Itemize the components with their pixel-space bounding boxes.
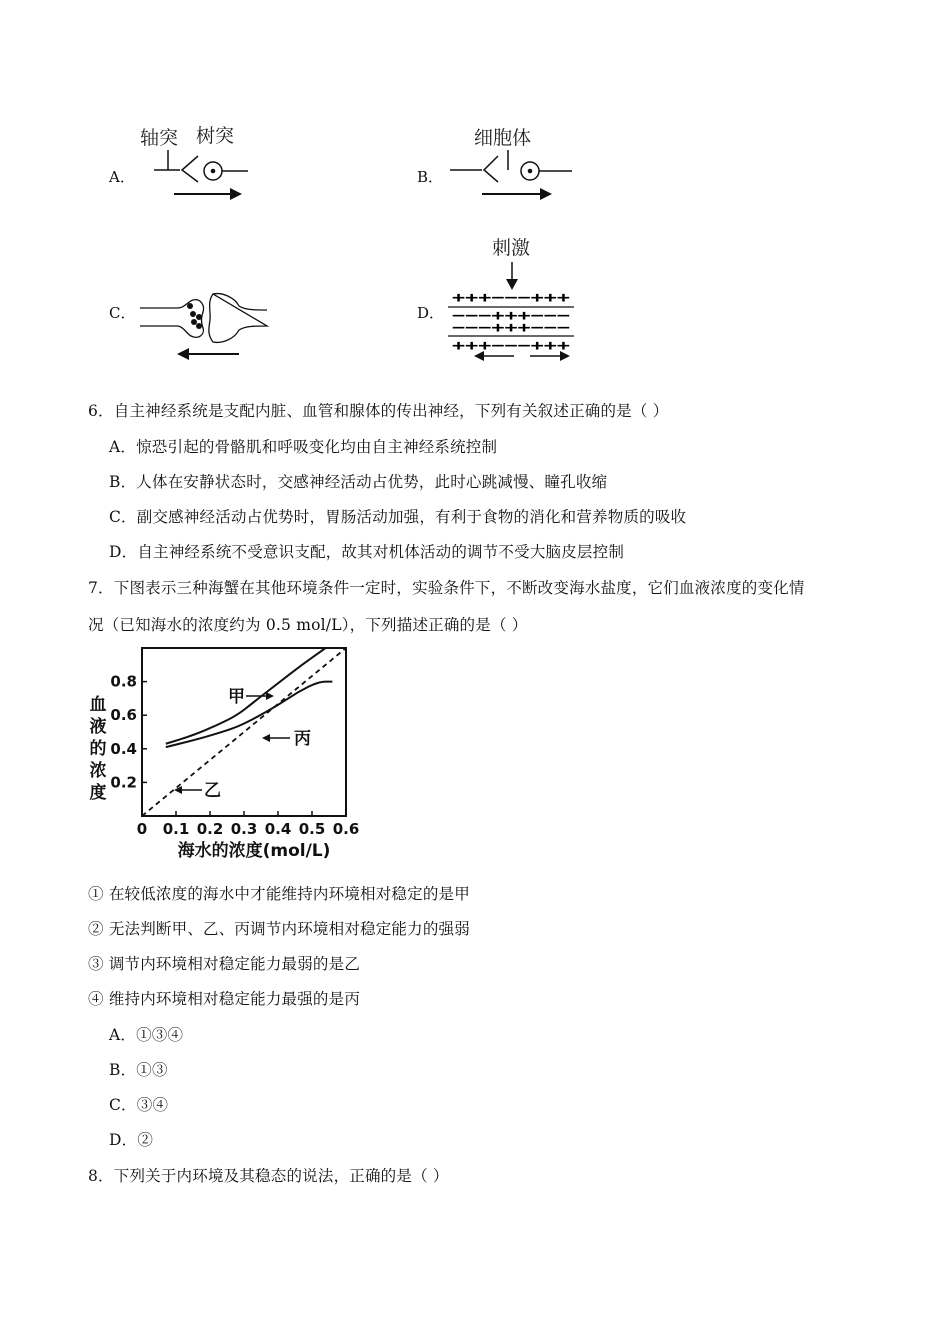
- series-line-乙: [142, 648, 346, 816]
- series-label-arrow-head: [266, 692, 274, 700]
- option-d-diagram: [444, 232, 584, 364]
- series-label-arrow-head: [262, 734, 270, 742]
- dendrite-branch: [484, 156, 498, 182]
- q7-stem-line2: 况（已知海水的浓度约为 0.5 mol/L），下列描述正确的是（ ）: [88, 616, 528, 634]
- presynaptic-terminal: [140, 300, 204, 338]
- q7-option-c: C．③④: [109, 1096, 169, 1114]
- stimulus-arrow-head: [506, 279, 518, 290]
- y-axis-label-char: 的: [89, 739, 107, 759]
- charge-row-1: +++−−−+++: [452, 290, 570, 306]
- q7-option-b: B．①③: [109, 1061, 168, 1079]
- q7-statement-3: ③ 调节内环境相对稳定能力最弱的是乙: [88, 955, 361, 973]
- y-axis-label-char: 血: [89, 695, 107, 715]
- arrow-head: [177, 348, 189, 360]
- x-tick-label: 0.4: [264, 820, 292, 838]
- q7-statement-1: ① 在较低浓度的海水中才能维持内环境相对稳定的是甲: [88, 885, 470, 903]
- y-tick-label: 0.2: [110, 773, 137, 792]
- series-label-丙: 丙: [294, 729, 311, 749]
- y-axis-label-char: 度: [89, 783, 107, 803]
- dendrite-label: 树突: [196, 125, 235, 147]
- option-b-diagram: [440, 118, 590, 208]
- postsynaptic-dendrite: [209, 294, 267, 343]
- series-label-甲: 甲: [228, 687, 245, 707]
- q6-option-c: C．副交感神经活动占优势时，胃肠活动加强，有利于食物的消化和营养物质的吸收: [109, 508, 687, 526]
- x-tick-label: 0.5: [298, 820, 326, 838]
- option-c-letter: C．: [109, 304, 136, 322]
- axon-label: 轴突: [140, 127, 179, 149]
- charge-row-3: −−−+++−−−: [452, 320, 570, 336]
- x-axis-label: 海水的浓度(mol/L): [177, 841, 331, 861]
- nucleus: [211, 169, 216, 174]
- charge-row-2: −−−+++−−−: [452, 308, 570, 324]
- option-d-letter: D．: [417, 304, 445, 322]
- vesicle: [191, 319, 197, 325]
- y-tick-label: 0.4: [110, 739, 137, 758]
- stimulus-label: 刺激: [492, 237, 531, 259]
- q6-option-a: A．惊恐引起的骨骼肌和呼吸变化均由自主神经系统控制: [109, 438, 498, 456]
- nucleus: [528, 169, 533, 174]
- x-tick-label: 0.3: [230, 820, 258, 838]
- y-axis-label-char: 浓: [89, 761, 107, 781]
- option-c-diagram: [135, 288, 275, 364]
- vesicle: [187, 303, 193, 309]
- q6-option-b: B．人体在安静状态时，交感神经活动占优势，此时心跳减慢、瞳孔收缩: [109, 473, 608, 491]
- charge-row-4: +++−−−+++: [452, 338, 570, 354]
- q7-statement-4: ④ 维持内环境相对稳定能力最强的是丙: [88, 990, 361, 1008]
- x-tick-label: 0.6: [332, 820, 360, 838]
- y-tick-label: 0.6: [110, 706, 137, 725]
- option-a-diagram: [130, 118, 270, 208]
- q6-option-d: D．自主神经系统不受意识支配，故其对机体活动的调节不受大脑皮层控制: [109, 543, 625, 561]
- x-tick-label: 0.2: [196, 820, 224, 838]
- y-axis-label-char: 液: [89, 717, 107, 737]
- q7-statement-2: ② 无法判断甲、乙、丙调节内环境相对稳定能力的强弱: [88, 920, 470, 938]
- vesicle: [196, 314, 202, 320]
- soma-label: 细胞体: [474, 127, 532, 149]
- q7-stem-line1: 7．下图表示三种海蟹在其他环境条件一定时，实验条件下，不断改变海水盐度，它们血液浓度的变化情: [88, 579, 805, 597]
- arrow-head: [540, 188, 552, 200]
- q7-option-a: A．①③④: [109, 1026, 184, 1044]
- x-tick-label: 0.1: [162, 820, 190, 838]
- dendrite-branch: [182, 156, 198, 182]
- vesicle: [196, 323, 202, 329]
- option-b-letter: B．: [417, 168, 444, 186]
- y-tick-label: 0.8: [110, 672, 137, 691]
- series-label-乙: 乙: [204, 781, 221, 801]
- q6-stem: 6．自主神经系统是支配内脏、血管和腺体的传出神经，下列有关叙述正确的是（ ）: [88, 402, 669, 420]
- vesicle: [190, 311, 196, 317]
- option-a-letter: A．: [109, 168, 135, 186]
- chart: [82, 640, 382, 870]
- q8-stem: 8．下列关于内环境及其稳态的说法，正确的是（ ）: [88, 1167, 449, 1185]
- arrow-head: [230, 188, 242, 200]
- q7-option-d: D．②: [109, 1131, 154, 1149]
- x-tick-label: 0: [136, 820, 148, 838]
